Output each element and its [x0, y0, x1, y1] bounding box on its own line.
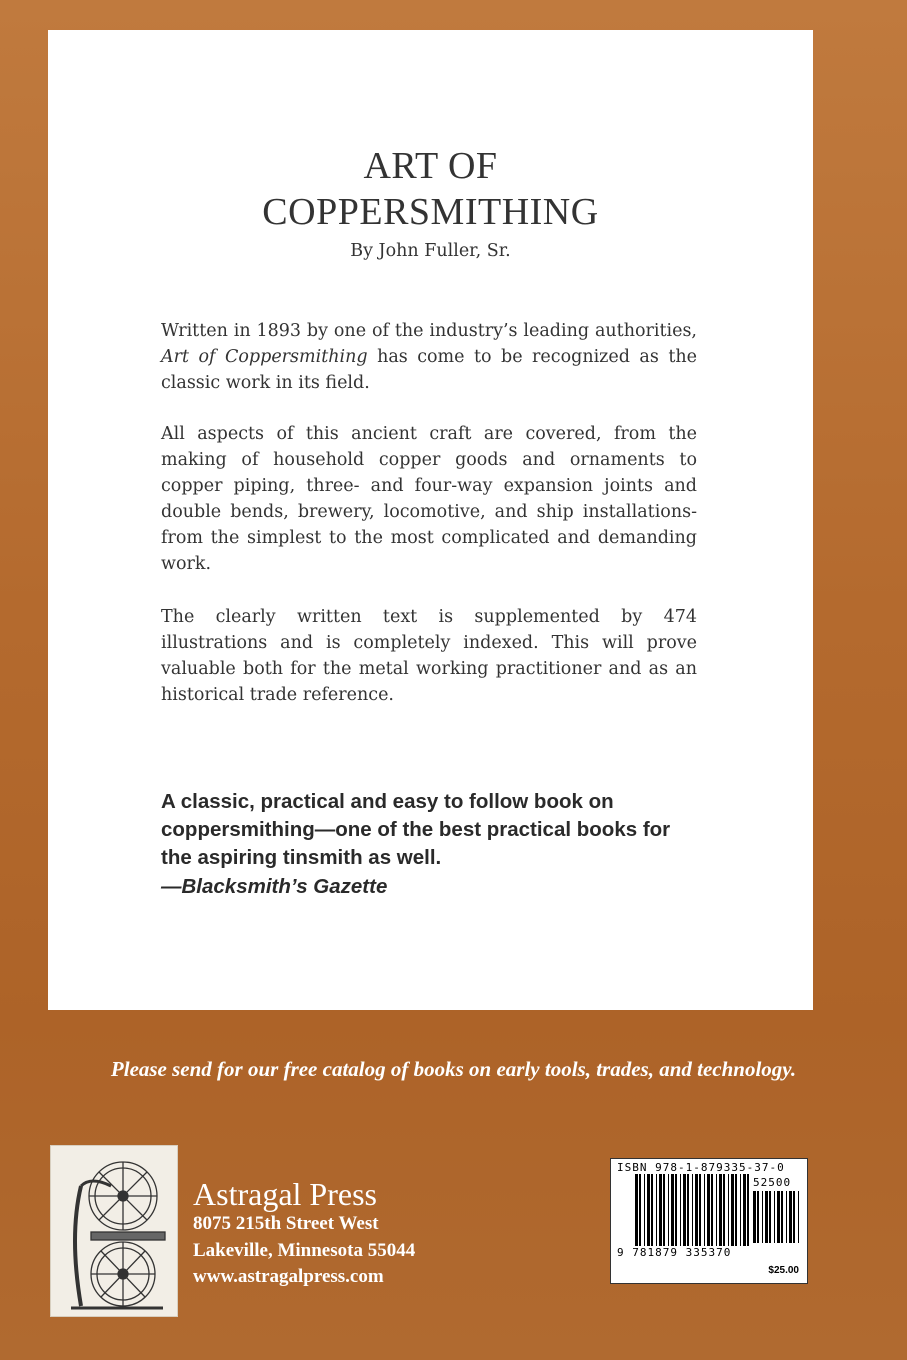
price-code: 52500 — [753, 1176, 792, 1189]
isbn-number: ISBN 978-1-879335-37-0 — [617, 1161, 785, 1174]
band-saw-illustration-icon — [51, 1146, 177, 1316]
review-quote: A classic, practical and easy to follow book on coppersmithing—one of the best practical books for the aspiring tinsmith as well. — [161, 790, 671, 869]
review-source: —Blacksmith’s Gazette — [161, 875, 388, 898]
description-paragraph-2: All aspects of this ancient craft are covered, from the making of household copper goods and ornaments to copper piping, three- and four-way expansion joints and double bends, brewery, locomotive, and ship installations-from the simplest to the most complicated and demanding work. — [161, 424, 697, 574]
book-title-line2: COPPERSMITHING — [262, 191, 599, 233]
publisher-logo-engraving — [50, 1145, 178, 1317]
p1-book-title: Art of Coppersmithing — [161, 347, 368, 367]
isbn-barcode — [610, 1158, 808, 1284]
book-price: $25.00 — [768, 1265, 799, 1276]
ean-barcode-bars — [635, 1174, 750, 1246]
p1-end: has come to be recognized as the classic work in its field. — [161, 347, 697, 393]
publisher-website: www.astragalpress.com — [193, 1266, 384, 1287]
p1-start: Written in 1893 by one of the industry’s leading authorities, — [161, 321, 697, 341]
catalog-note: Please send for our free catalog of books on early tools, trades, and technology. — [110, 1057, 797, 1081]
publisher-address-line2: Lakeville, Minnesota 55044 — [193, 1240, 416, 1261]
description-paragraph-3: The clearly written text is supplemented by 474 illustrations and is completely indexed. This will prove valuable both for the metal working practitioner and as an historical trade reference. — [161, 607, 697, 705]
publisher-name: Astragal Press — [193, 1176, 377, 1212]
description-panel — [48, 30, 813, 1010]
ean-digits: 9 781879 335370 — [617, 1246, 732, 1259]
book-author: By John Fuller, Sr. — [350, 241, 511, 261]
price-barcode-bars — [753, 1191, 801, 1243]
publisher-address-line1: 8075 215th Street West — [193, 1213, 379, 1234]
description-paragraph-1 — [161, 318, 697, 396]
book-title-line1: ART OF — [363, 145, 498, 187]
